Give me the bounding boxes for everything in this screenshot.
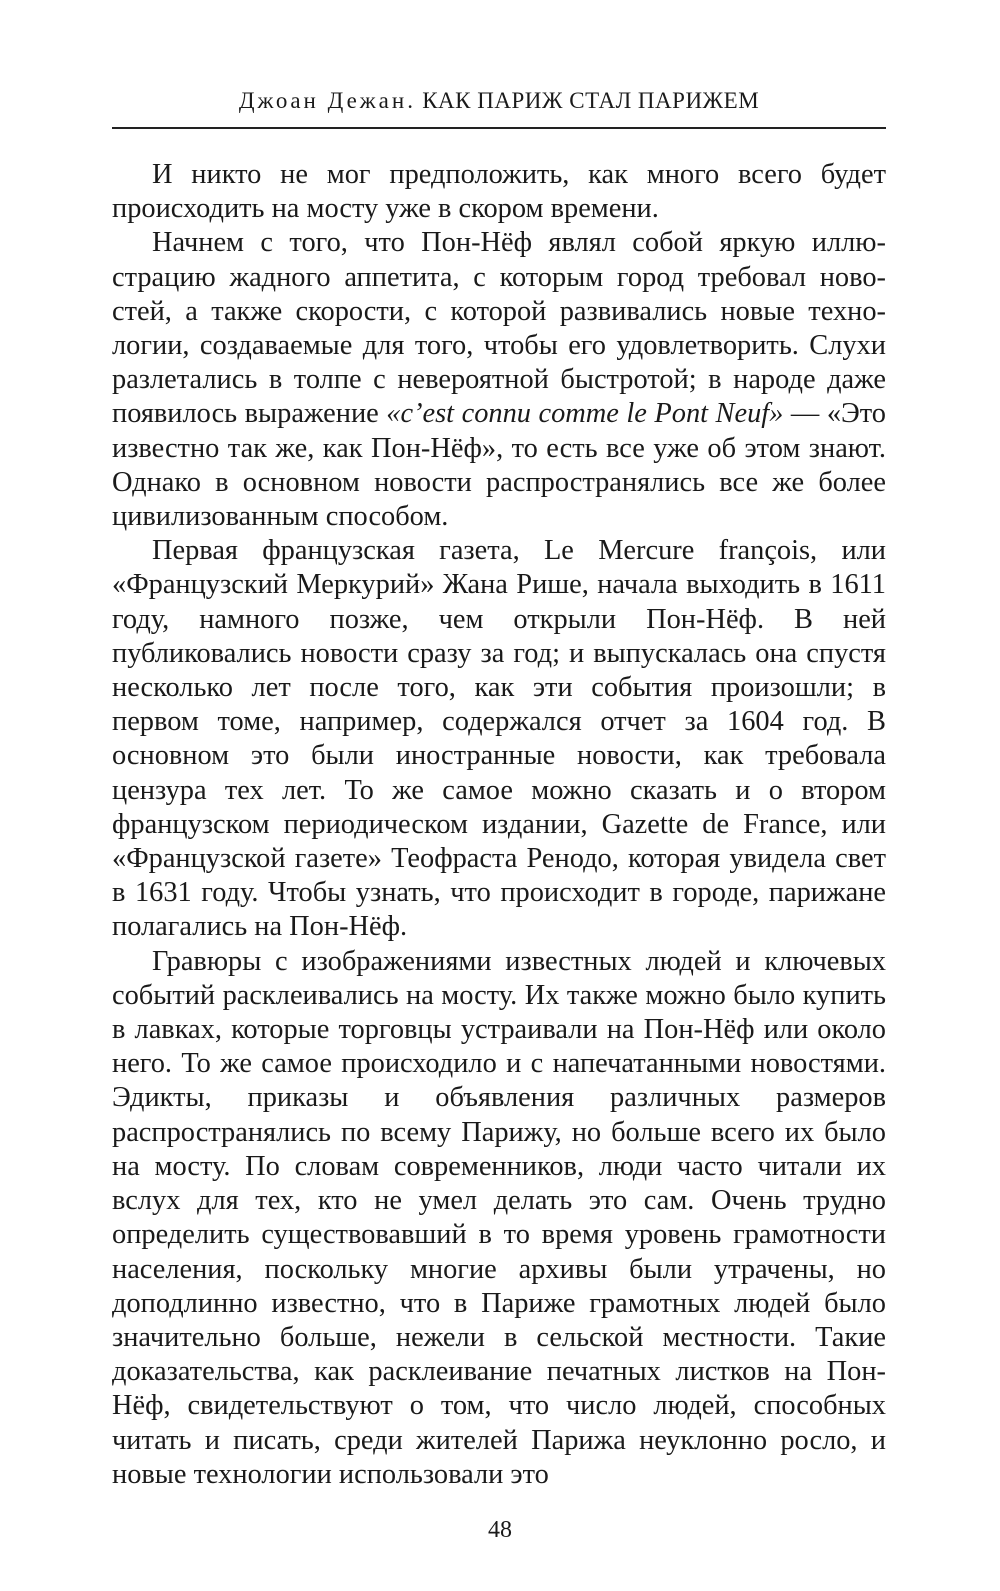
paragraph-3: Первая французская газета, Le Mercure françois, или «Французский Меркурий» Жана Рише, начала выходить в 1611 году, намного позже, чем открыли Пон-Нёф. В ней публиковались новости сразу за год; и выпускалась она спустя несколько лет после того, как эти события произошли; в первом томе, например, содержался отчет за 1604 год. В основном это были иностранные новости, как требовала цензура тех лет. То же самое можно сказать и о втором французском периодическом издании, Gazette de France, или «Французской газете» Теофраста Ренодо, которая увидела свет в 1631 году. Чтобы узнать, что происходит в городе, парижане полагались на Пон-Нёф. xyxy=(112,535,886,943)
paragraph-4: Гравюры с изображениями известных людей и ключевых событий расклеивались на мосту. Их также можно было купить в лавках, которые торговцы устраивали на Пон-Нёф или около него. То же самое происходило и с напечатанными новостями. Эдикты, приказы и объявления различных размеров распространялись по всему Парижу, но больше всего их было на мосту. По словам современников, люди часто читали их вслух для тех, кто не умел делать это сам. Очень трудно определить существовавший в то время уровень грамотности населения, поскольку многие архивы были утрачены, но доподлинно известно, что в Париже грамотных людей было значительно больше, нежели в сельской местности. Такие доказательства, как расклеивание печатных листков на Пон-Нёф, свидетельствуют о том, что число людей, способных читать и писать, среди жителей Парижа неуклонно росло, и новые технологии использовали это xyxy=(112,945,886,1490)
body-text xyxy=(112,158,886,1492)
paragraph-1: И никто не мог предположить, как много всего будет происходить на мосту уже в скором времени. xyxy=(112,159,886,225)
page-number: 48 xyxy=(488,1517,512,1543)
header-author: Джоан Дежан. xyxy=(238,88,416,113)
running-header xyxy=(112,88,886,114)
paragraph-2-before: Начнем с того, что Пон-Нёф являл собой яркую иллюстрацию жадного аппетита, с которым город требовал новостей, а также скорости, с которой развивались новые технологии, создаваемые для того, чтобы его удовлетворить. Слухи разлетались в толпе с невероятной быстротой; в народе даже появилось выражение xyxy=(112,227,886,430)
paragraph-2 xyxy=(112,226,886,534)
paragraph-2-after: — «Это известно так же, как Пон-Нёф», то есть все уже об этом знают. Однако в основном новости распространялись все же более цивилизованным способом. xyxy=(112,398,886,533)
header-title: КАК ПАРИЖ СТАЛ ПАРИЖЕМ xyxy=(422,88,760,113)
header-rule xyxy=(112,127,886,129)
paragraph-2-italic: «c’est connu comme le Pont Neuf» xyxy=(386,398,784,430)
